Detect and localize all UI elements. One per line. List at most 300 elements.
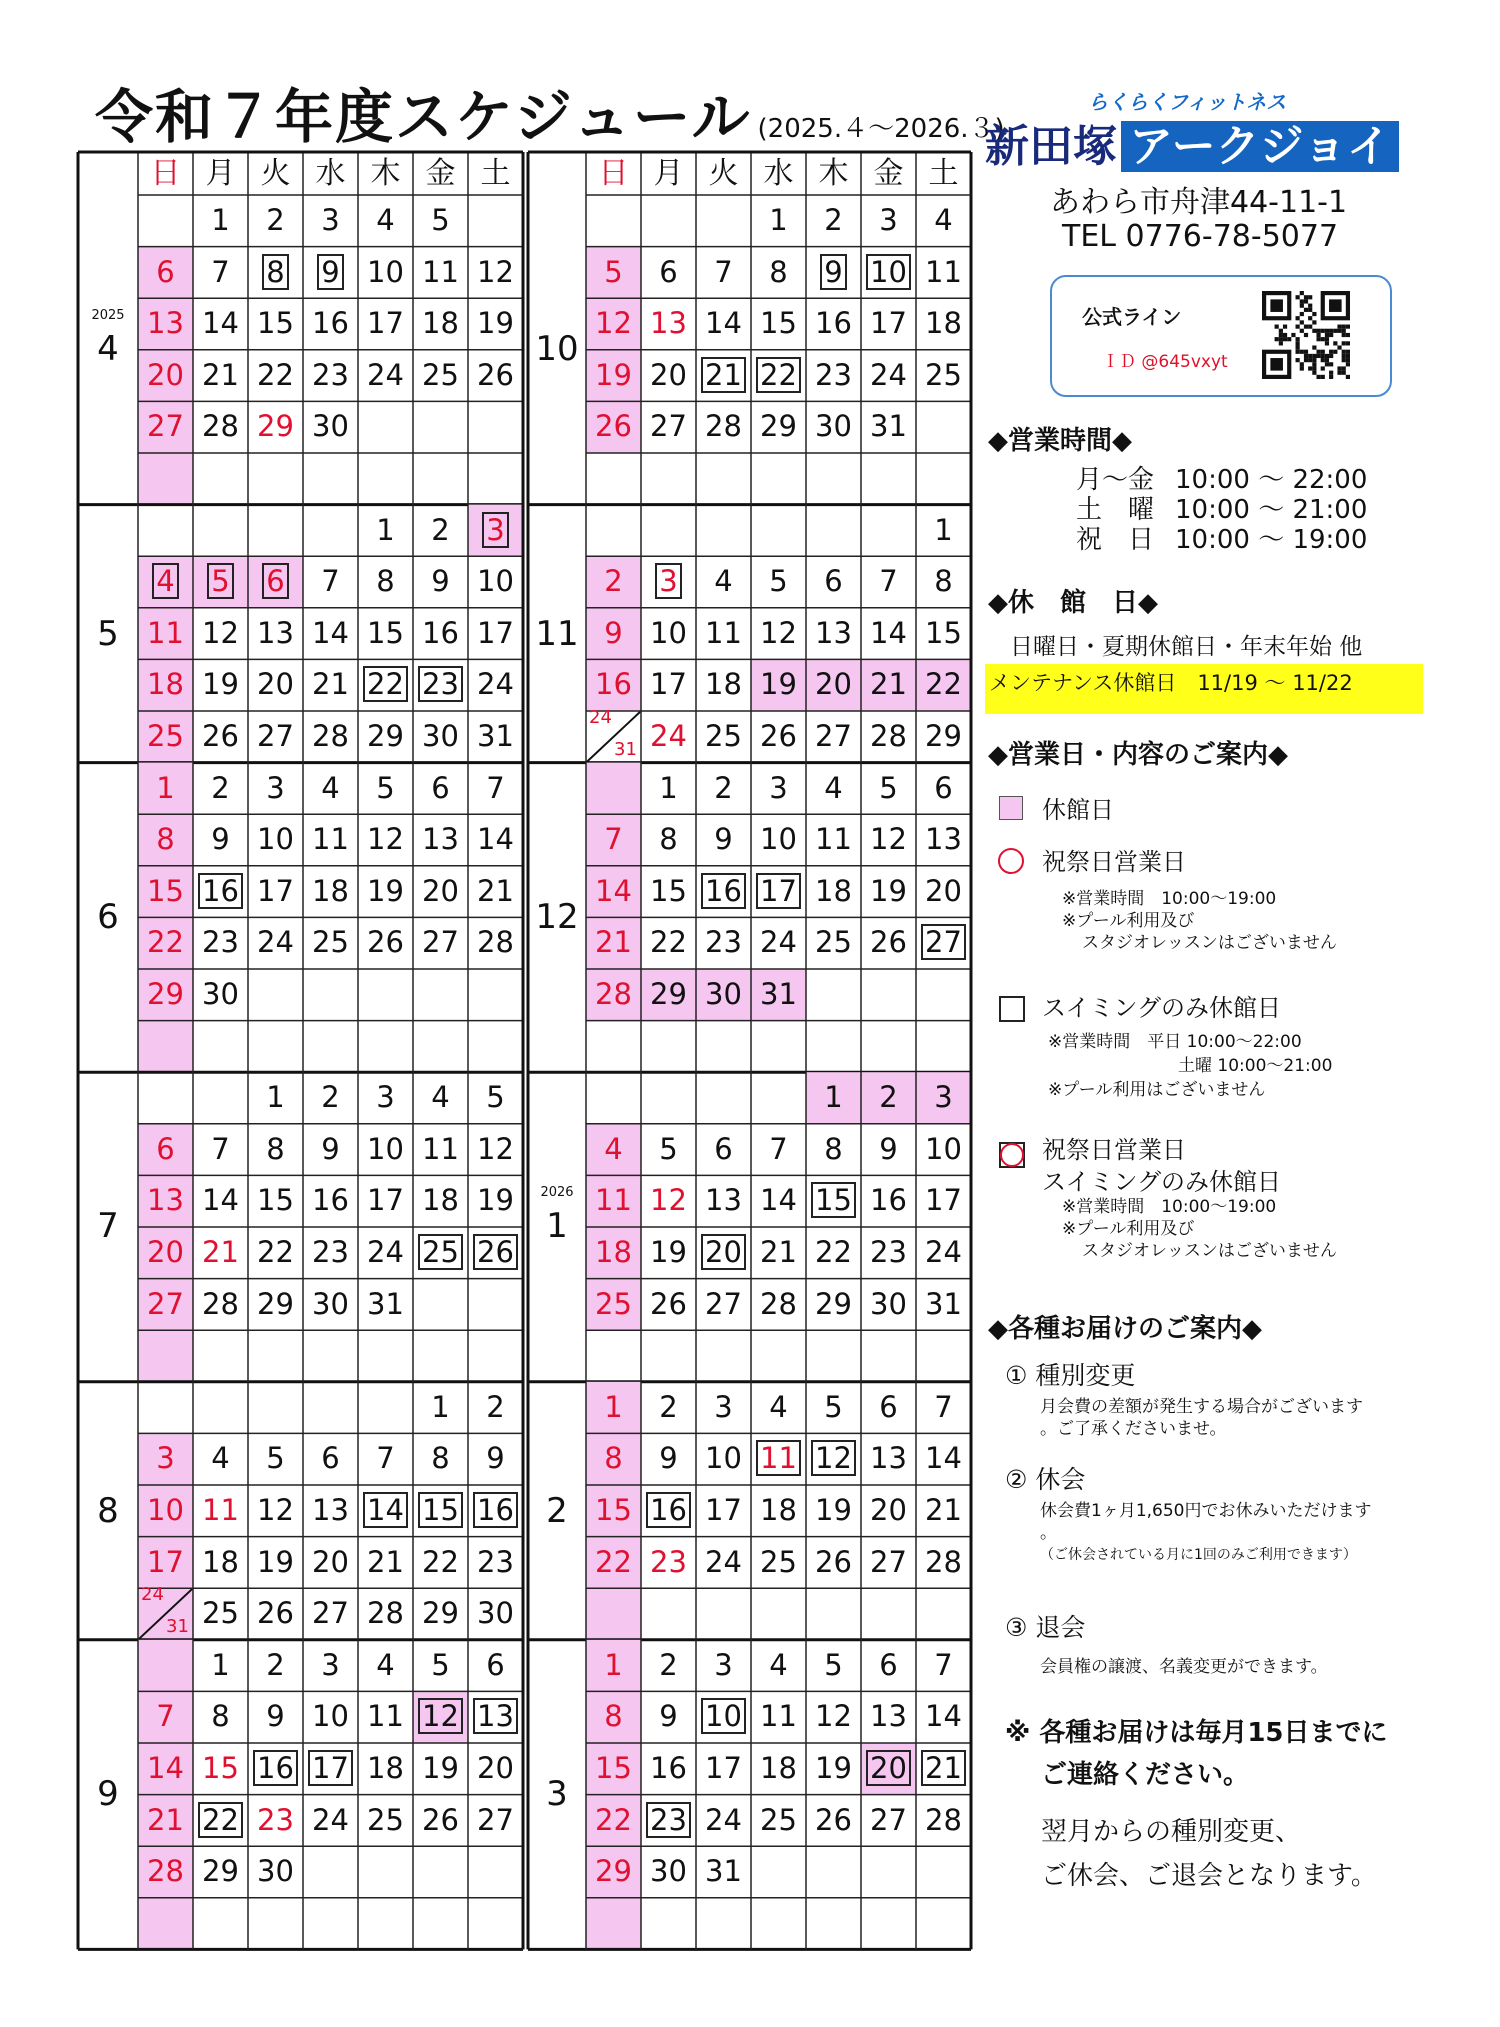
day-number: 27: [147, 1286, 184, 1321]
day-cell: [248, 1072, 303, 1124]
day-number: 14: [477, 822, 514, 857]
day-cell: [696, 350, 751, 402]
day-number: 20: [925, 873, 962, 908]
day-number: 11: [312, 822, 349, 857]
day-cell: [248, 1485, 303, 1537]
day-number: 2: [486, 1389, 505, 1424]
note-line: スタジオレッスンはございません: [1082, 933, 1337, 953]
day-number: 15: [257, 306, 294, 341]
day-cell: [806, 1227, 861, 1279]
day-cell: [861, 1691, 916, 1743]
day-cell: [806, 1485, 861, 1537]
day-number: 12: [650, 1183, 687, 1218]
day-cell: [138, 763, 193, 815]
day-number: 17: [650, 667, 687, 702]
day-number: 31: [760, 977, 797, 1011]
day-number: 4: [431, 1080, 450, 1115]
day-number: 6: [156, 1131, 175, 1166]
day-number: 25: [147, 719, 184, 753]
day-number: 27: [312, 1596, 349, 1631]
day-number: 7: [156, 1699, 175, 1734]
day-number: 26: [815, 1544, 852, 1579]
day-cell: [586, 1485, 641, 1537]
swim-closed-day: 17: [756, 873, 801, 909]
note-line: 休会費1ヶ月1,650円でお休みいただけます: [1040, 1501, 1372, 1521]
day-number: 16: [422, 615, 459, 650]
day-number: 27: [870, 1544, 907, 1579]
day-cell: [586, 969, 641, 1021]
day-number: 5: [824, 1389, 843, 1424]
day-number: 18: [422, 1183, 459, 1218]
day-number: 22: [257, 357, 294, 392]
day-number: 17: [147, 1544, 184, 1579]
day-cell: [696, 1691, 751, 1743]
day-cell: [303, 763, 358, 815]
swim-closed-day: 26: [473, 1234, 518, 1270]
hours-time: 10:00 〜 19:00: [1175, 525, 1368, 555]
day-cell: [751, 1279, 806, 1331]
day-cell: [861, 1795, 916, 1847]
swim-closed-day: 16: [646, 1492, 691, 1528]
day-cell: [916, 1382, 971, 1434]
day-cell: [641, 1485, 696, 1537]
day-cell: [586, 556, 641, 608]
day-cell: [586, 608, 641, 660]
hours-day: 土 曜: [1075, 495, 1154, 525]
weekday-header: 金: [425, 156, 456, 191]
day-cell: [193, 1588, 248, 1640]
notice-label: 種別変更: [1035, 1361, 1136, 1390]
day-number: 25: [760, 1544, 797, 1579]
day-number: 14: [312, 615, 349, 650]
day-cell: [806, 1640, 861, 1692]
day-cell: [806, 298, 861, 350]
closed-day-cell: [138, 1021, 193, 1073]
day-number: 10: [650, 615, 687, 650]
day-cell: [641, 401, 696, 453]
day-cell: [806, 608, 861, 660]
weekday-header: 日: [150, 156, 181, 191]
day-cell: [413, 763, 468, 815]
day-cell: [358, 1279, 413, 1331]
day-cell: [468, 763, 523, 815]
day-cell: [751, 1743, 806, 1795]
day-cell: [468, 659, 523, 711]
day-cell: [916, 1485, 971, 1537]
day-number: 29: [202, 1854, 239, 1889]
day-cell: [248, 659, 303, 711]
day-cell: [641, 763, 696, 815]
day-cell: [358, 711, 413, 763]
day-number: 6: [879, 1389, 898, 1424]
weekday-header: 火: [260, 156, 291, 191]
day-cell: [586, 917, 641, 969]
day-cell: [806, 1537, 861, 1589]
day-number: 21: [202, 1235, 239, 1269]
day-cell: [193, 1175, 248, 1227]
day-cell: [248, 608, 303, 660]
day-number: 25: [312, 925, 349, 960]
closed-day-cell: [586, 1588, 641, 1640]
day-number: 26: [595, 409, 632, 444]
day-cell: [358, 1072, 413, 1124]
day-number: 25: [202, 1596, 239, 1631]
swim-closed-day: 15: [811, 1182, 856, 1218]
day-number: 21: [202, 357, 239, 392]
legend-closed: 休館日: [1042, 796, 1114, 824]
day-cell: [806, 659, 861, 711]
legend-swim: スイミングのみ休館日: [1042, 994, 1282, 1022]
day-cell: [303, 1124, 358, 1176]
day-cell: [303, 814, 358, 866]
day-number: 30: [312, 1286, 349, 1321]
day-number: 3: [321, 1647, 340, 1682]
day-cell: [468, 1640, 523, 1692]
day-number: 28: [705, 409, 742, 444]
day-cell: [641, 1175, 696, 1227]
day-cell: [193, 1227, 248, 1279]
day-number: 26: [650, 1286, 687, 1321]
day-cell: [916, 711, 971, 763]
swim-closed-day: 20: [701, 1234, 746, 1270]
day-number: 10: [705, 1441, 742, 1476]
day-number: 1: [934, 512, 953, 547]
day-cell: [916, 763, 971, 815]
swim-closed-day: 16: [198, 873, 243, 909]
day-cell: [751, 1640, 806, 1692]
day-number: 13: [815, 615, 852, 650]
notice-3-text: 会員権の譲渡、名義変更ができます。: [1040, 1657, 1328, 1677]
day-cell: [358, 1124, 413, 1176]
day-number: 14: [870, 615, 907, 650]
maintenance-notice: メンテナンス休館日 11/19 〜 11/22: [985, 664, 1423, 714]
day-number: 10: [367, 254, 404, 289]
day-cell: [751, 866, 806, 918]
day-cell: [358, 1640, 413, 1692]
swim-closed-day: 16: [701, 873, 746, 909]
day-number: 18: [705, 667, 742, 702]
swim-closed-day: 16: [253, 1750, 298, 1786]
day-cell: [916, 298, 971, 350]
day-number: 5: [879, 770, 898, 805]
day-number: 19: [760, 667, 797, 702]
day-number: 11: [367, 1699, 404, 1734]
day-number: 26: [422, 1802, 459, 1837]
day-number: 8: [604, 1441, 623, 1476]
day-number: 2: [659, 1389, 678, 1424]
day-cell: [248, 350, 303, 402]
day-number: 9: [879, 1131, 898, 1166]
day-cell: [806, 1175, 861, 1227]
day-number: 29: [925, 719, 962, 753]
day-cell: [641, 298, 696, 350]
weekday-header: 木: [818, 156, 849, 191]
day-cell: [468, 298, 523, 350]
day-cell: [586, 401, 641, 453]
day-number: 4: [211, 1441, 230, 1476]
brand-name-kanji: 新田塚: [985, 121, 1117, 172]
day-cell: [303, 298, 358, 350]
day-cell: [358, 247, 413, 299]
day-cell: [413, 1537, 468, 1589]
day-number: 26: [760, 719, 797, 753]
day-number: 19: [477, 1183, 514, 1218]
weekday-header: 土: [928, 156, 959, 191]
day-number: 12: [477, 1131, 514, 1166]
legend-combo-1: 祝祭日営業日: [1042, 1136, 1186, 1164]
day-number: 14: [760, 1183, 797, 1218]
day-cell: [916, 247, 971, 299]
day-cell: [303, 350, 358, 402]
day-cell: [138, 1795, 193, 1847]
day-cell: [248, 711, 303, 763]
day-number: 19: [477, 306, 514, 341]
day-cell: [586, 350, 641, 402]
day-number: 24: [705, 1544, 742, 1579]
month-label: 6: [97, 896, 119, 937]
split-date-top: 24: [589, 707, 612, 728]
day-cell: [861, 1227, 916, 1279]
day-cell: [696, 401, 751, 453]
day-cell: [248, 1433, 303, 1485]
day-cell: [641, 1279, 696, 1331]
day-cell: [303, 659, 358, 711]
day-number: 5: [659, 1131, 678, 1166]
day-number: 2: [266, 203, 285, 237]
day-cell: [303, 711, 358, 763]
day-cell: [193, 401, 248, 453]
day-number: 18: [202, 1544, 239, 1579]
day-number: 11: [422, 1131, 459, 1166]
day-number: 27: [650, 409, 687, 444]
day-cell: [468, 350, 523, 402]
day-cell: [916, 1175, 971, 1227]
day-cell: [358, 608, 413, 660]
day-number: 21: [312, 667, 349, 702]
day-number: 3: [321, 203, 340, 237]
day-cell: [916, 866, 971, 918]
day-number: 20: [477, 1751, 514, 1785]
closed-day-cell: [138, 453, 193, 505]
day-number: 26: [815, 1802, 852, 1837]
day-number: 30: [202, 977, 239, 1011]
day-number: 24: [650, 719, 687, 753]
day-number: 4: [824, 770, 843, 805]
swim-closed-day: 3: [482, 512, 508, 548]
day-number: 23: [202, 925, 239, 960]
day-cell: [413, 814, 468, 866]
day-cell: [193, 814, 248, 866]
day-cell: [248, 1743, 303, 1795]
day-number: 15: [760, 306, 797, 341]
day-cell: [468, 711, 523, 763]
day-number: 7: [714, 254, 733, 289]
day-number: 23: [650, 1544, 687, 1579]
day-cell: [806, 195, 861, 247]
day-number: 30: [477, 1596, 514, 1631]
legend-combo-notes: [1062, 1196, 1337, 1262]
day-number: 3: [156, 1441, 175, 1476]
day-cell: [303, 195, 358, 247]
day-cell: [358, 1691, 413, 1743]
day-number: 31: [870, 409, 907, 444]
day-number: 28: [595, 977, 632, 1011]
day-number: 9: [659, 1441, 678, 1476]
day-number: 15: [202, 1751, 239, 1785]
day-number: 8: [431, 1441, 450, 1476]
day-cell: [916, 350, 971, 402]
day-cell: [861, 1537, 916, 1589]
day-cell: [916, 1691, 971, 1743]
day-number: 23: [257, 1802, 294, 1837]
day-cell: [696, 1485, 751, 1537]
day-number: 11: [202, 1493, 239, 1527]
day-cell: [751, 659, 806, 711]
day-cell: [468, 247, 523, 299]
day-cell: [193, 866, 248, 918]
day-cell: [138, 608, 193, 660]
day-number: 16: [312, 306, 349, 341]
day-cell: [138, 1485, 193, 1537]
day-cell: [861, 1640, 916, 1692]
day-number: 29: [650, 977, 687, 1011]
day-cell: [586, 1537, 641, 1589]
day-number: 11: [925, 254, 962, 289]
note-line: 月会費の差額が発生する場合がございます: [1040, 1397, 1363, 1417]
day-cell: [138, 1227, 193, 1279]
day-number: 22: [147, 925, 184, 960]
day-cell: [806, 1279, 861, 1331]
swim-closed-day: 25: [418, 1234, 463, 1270]
day-cell: [138, 1433, 193, 1485]
day-cell: [641, 711, 696, 763]
day-cell: [248, 1124, 303, 1176]
closed-text: 日曜日・夏期休館日・年末年始 他: [1010, 634, 1363, 660]
day-number: 25: [815, 925, 852, 960]
day-number: 8: [376, 564, 395, 599]
brand-name-kana: アークジョイ: [1121, 121, 1399, 172]
day-number: 27: [705, 1286, 742, 1321]
title-text: 令和７年度スケジュール: [95, 83, 752, 151]
day-cell: [696, 1227, 751, 1279]
day-number: 24: [925, 1235, 962, 1269]
day-cell: [248, 814, 303, 866]
day-number: 21: [925, 1493, 962, 1527]
day-cell: [413, 247, 468, 299]
note-line: ※プール利用及び: [1062, 911, 1195, 931]
day-cell: [138, 556, 193, 608]
day-number: 15: [650, 873, 687, 908]
day-cell: [413, 1124, 468, 1176]
notice-3-title: [1005, 1608, 1085, 1644]
day-number: 13: [870, 1699, 907, 1734]
closed-swatch: [999, 796, 1023, 820]
day-number: 7: [211, 254, 230, 289]
day-cell: [586, 1433, 641, 1485]
day-cell: [586, 1795, 641, 1847]
day-number: 16: [312, 1183, 349, 1218]
day-number: 24: [705, 1802, 742, 1837]
day-number: 7: [934, 1647, 953, 1682]
day-number: 29: [257, 409, 294, 444]
day-number: 2: [604, 564, 623, 599]
month-label: 3: [546, 1773, 568, 1814]
day-cell: [193, 1743, 248, 1795]
hours-row-saturday: [1055, 495, 1367, 525]
day-number: 1: [211, 203, 230, 237]
day-cell: [696, 247, 751, 299]
swim-closed-day: 11: [756, 1440, 801, 1476]
day-cell: [468, 1382, 523, 1434]
day-cell: [303, 608, 358, 660]
day-cell: [806, 1743, 861, 1795]
day-number: 10: [367, 1131, 404, 1166]
day-number: 11: [147, 615, 184, 650]
day-cell: [806, 556, 861, 608]
day-number: 24: [870, 357, 907, 392]
day-number: 11: [760, 1699, 797, 1734]
swim-closed-day: 21: [921, 1750, 966, 1786]
day-number: 17: [477, 615, 514, 650]
day-number: 2: [714, 770, 733, 805]
day-cell: [138, 969, 193, 1021]
swim-closed-day: 23: [418, 666, 463, 702]
day-number: 5: [604, 254, 623, 289]
day-number: 18: [147, 667, 184, 702]
split-date-bottom: 31: [166, 1616, 189, 1637]
day-cell: [861, 1743, 916, 1795]
day-number: 25: [422, 357, 459, 392]
day-cell: [916, 814, 971, 866]
day-number: 9: [714, 822, 733, 857]
day-cell: [861, 917, 916, 969]
day-cell: [861, 1433, 916, 1485]
day-cell: [806, 401, 861, 453]
day-number: 1: [266, 1080, 285, 1115]
day-cell: [138, 247, 193, 299]
day-cell: [138, 1279, 193, 1331]
day-number: 30: [312, 409, 349, 444]
day-number: 15: [367, 615, 404, 650]
day-cell: [193, 608, 248, 660]
day-number: 29: [760, 409, 797, 444]
day-cell: [696, 298, 751, 350]
day-cell: [861, 247, 916, 299]
day-number: 27: [815, 719, 852, 753]
day-number: 22: [595, 1802, 632, 1837]
day-number: 2: [659, 1647, 678, 1682]
day-cell: [358, 814, 413, 866]
day-cell: [193, 1279, 248, 1331]
day-cell: [138, 866, 193, 918]
day-number: 8: [156, 822, 175, 857]
year-label: 2025: [91, 307, 125, 323]
effective-notice: [1041, 1810, 1377, 1898]
day-number: 18: [760, 1751, 797, 1785]
tel-text: TEL 0776-78-5077: [1062, 219, 1339, 254]
day-cell: [916, 1795, 971, 1847]
swim-closed-day: 27: [921, 924, 966, 960]
day-number: 30: [422, 719, 459, 753]
day-cell: [138, 1175, 193, 1227]
day-cell: [413, 350, 468, 402]
day-number: 23: [705, 925, 742, 960]
day-cell: [751, 247, 806, 299]
day-number: 6: [879, 1647, 898, 1682]
day-cell: [696, 1124, 751, 1176]
day-cell: [641, 1743, 696, 1795]
day-number: 24: [312, 1802, 349, 1837]
